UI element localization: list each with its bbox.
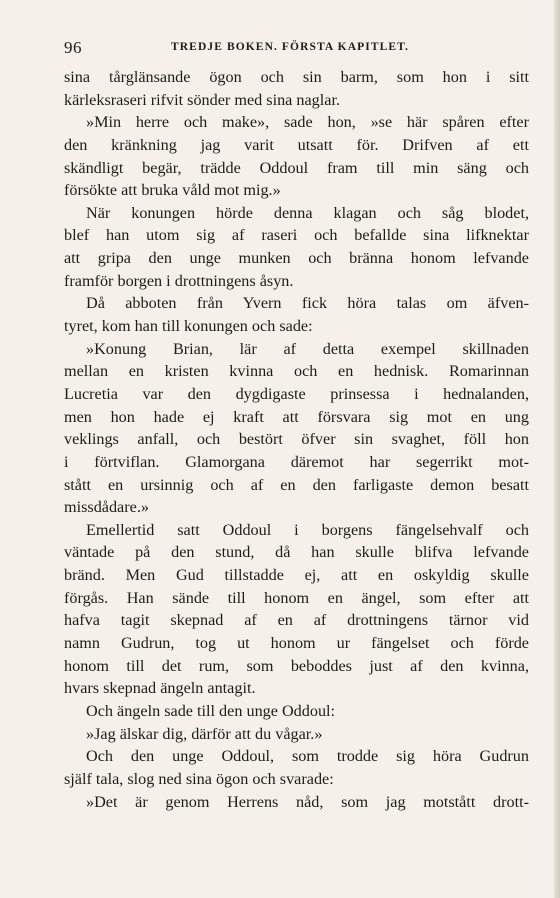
- text-line: »Det är genom Herrens nåd, som jag motstått drott-: [86, 792, 529, 811]
- running-head: TREDJE BOKEN. FÖRSTA KAPITLET.: [171, 41, 410, 53]
- page-number: 96: [64, 38, 82, 57]
- text-line: honom till det rum, som beboddes just af den kvinna,: [64, 656, 529, 675]
- text-line: Och den unge Oddoul, som trodde sig höra Gudrun: [86, 747, 529, 766]
- text-line: »Jag älskar dig, därför att du vågar.»: [86, 724, 323, 743]
- page-edge: [554, 0, 560, 898]
- text-line: När konungen hörde denna klagan och såg blodet,: [86, 203, 529, 222]
- page-header: [64, 38, 526, 58]
- text-line: Lucretia var den dygdigaste prinsessa i hednalanden,: [64, 384, 529, 403]
- body-text: [64, 66, 529, 813]
- text-line: väntade på den stund, då han skulle blifva lefvande: [64, 543, 529, 562]
- text-line: missdådare.»: [64, 498, 149, 517]
- text-line: kärleksraseri rifvit sönder med sina naglar.: [64, 90, 340, 109]
- text-line: men hon hade ej kraft att försvara sig mot en ung: [64, 407, 529, 426]
- text-line: skändligt begär, trädde Oddoul fram till min säng och: [64, 158, 529, 177]
- text-line: namn Gudrun, tog ut honom ur fängelset och förde: [64, 634, 529, 653]
- text-line: förgås. Han sände till honom en ängel, som efter att: [64, 588, 529, 607]
- text-line: hvars skepnad ängeln antagit.: [64, 679, 256, 698]
- text-line: »Konung Brian, lär af detta exempel skillnaden: [86, 339, 529, 358]
- text-line: hafva tagit skepnad af en af drottningens tärnor vid: [64, 611, 529, 630]
- text-line: den kränkning jag varit utsatt för. Drifven af ett: [64, 135, 529, 154]
- text-line: försökte att bruka våld mot mig.»: [64, 181, 281, 200]
- text-line: veklings anfall, och bestört öfver sin svaghet, föll hon: [64, 430, 529, 449]
- text-line: blef han utom sig af raseri och befallde sina lifknektar: [64, 226, 529, 245]
- text-line: sina tårglänsande ögon och sin barm, som hon i sitt: [64, 68, 529, 86]
- text-line: själf tala, slog ned sina ögon och svarade:: [64, 769, 334, 788]
- text-line: stått en ursinnig och af en den farligaste demon besatt: [64, 475, 529, 494]
- text-line: bränd. Men Gud tillstadde ej, att en oskyldig skulle: [64, 566, 529, 585]
- text-line: att gripa den unge munken och bränna honom lefvande: [64, 249, 529, 268]
- text-line: framför borgen i drottningens åsyn.: [64, 271, 294, 290]
- text-line: mellan en kristen kvinna och en hednisk. Romarinnan: [64, 362, 529, 381]
- text-line: tyret, kom han till konungen och sade:: [64, 317, 313, 336]
- text-line: i förtviflan. Glamorgana däremot har segerrikt mot-: [64, 452, 529, 471]
- text-line: Emellertid satt Oddoul i borgens fängelsehvalf och: [86, 520, 529, 539]
- text-line: Då abboten från Yvern fick höra talas om äfven-: [86, 294, 529, 313]
- text-line: Och ängeln sade till den unge Oddoul:: [86, 701, 336, 720]
- text-line: »Min herre och make», sade hon, »se här spåren efter: [86, 113, 529, 132]
